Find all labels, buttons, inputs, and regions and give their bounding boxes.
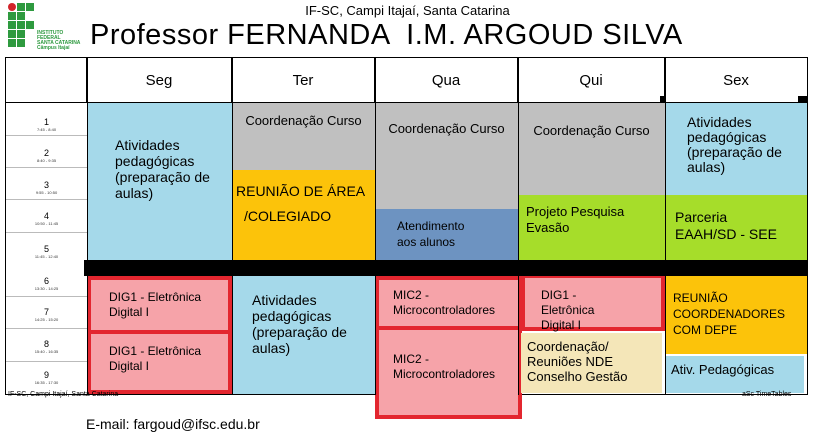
- slot-9: 9 16:35 - 17:30: [34, 370, 59, 385]
- mon-morning-activities: Atividades pedagógicas (preparação de aulas): [87, 103, 232, 260]
- footer-right: aSc TimeTables: [742, 391, 792, 398]
- slot-3: 3 9:55 - 10:50: [35, 180, 58, 195]
- logo-line-1: INSTITUTO FEDERAL: [37, 30, 64, 41]
- slot-5: 5 11:45 - 12:40: [34, 244, 59, 259]
- slot-column-header: [6, 58, 87, 102]
- day-header-mon: Seg: [87, 58, 232, 102]
- footer-left: IF-SC, Campi Itajaí, Santa Catarina: [8, 391, 119, 398]
- day-header-wed: Qua: [375, 58, 518, 102]
- mon-dig1-class-2: DIG1 - Eletrônica Digital I: [87, 330, 232, 394]
- fri-coordinators-meeting: REUNIÃO COORDENADORES COM DEPE: [665, 276, 807, 354]
- thu-dig1-class: DIG1 - Eletrônica Digital I: [521, 274, 665, 331]
- slot-8: 8 15:40 - 16:35: [34, 339, 59, 354]
- fri-pedagogical-activities: Ativ. Pedagógicas: [665, 356, 804, 393]
- slot-6: 6 13:30 - 14:25: [34, 276, 59, 291]
- wed-mic2-class-2: MIC2 - Microcontroladores: [375, 326, 522, 419]
- thu-nde-meetings: Coordenação/ Reuniões NDE Conselho Gestão: [521, 333, 662, 393]
- logo-line-2: SANTA CATARINA: [37, 40, 81, 46]
- thu-research-project: Projeto Pesquisa Evasão: [518, 195, 665, 260]
- fri-morning-activities: Atividades pedagógicas (preparação de aulas): [665, 103, 807, 195]
- mon-dig1-class-1: DIG1 - Eletrônica Digital I: [87, 276, 232, 330]
- wed-student-support: Atendimento aos alunos: [375, 209, 518, 260]
- email-contact: E-mail: fargoud@ifsc.edu.br: [86, 416, 260, 432]
- site-caption: IF-SC, Campi Itajaí, Santa Catarina: [305, 3, 510, 18]
- slot-4: 4 10:50 - 11:45: [34, 211, 59, 226]
- day-header-fri: Sex: [723, 71, 749, 89]
- tue-course-coordination: Coordenação Curso: [232, 103, 375, 170]
- day-header-thu: Qui: [518, 58, 665, 102]
- wed-mic2-class-1: MIC2 - Microcontroladores: [375, 276, 522, 326]
- wed-course-coordination: Coordenação Curso: [375, 103, 518, 209]
- tue-afternoon-activities: Atividades pedagógicas (preparação de aulas): [232, 276, 375, 394]
- slot-1: 1 7:45 - 8:40: [36, 117, 57, 132]
- tue-area-meeting: REUNIÃO DE ÁREA /COLEGIADO: [232, 170, 375, 260]
- logo-line-3: Câmpus Itajaí: [37, 45, 70, 51]
- slot-7: 7 14:25 - 15:20: [34, 307, 59, 322]
- fri-partnership: Parceria EAAH/SD - SEE: [665, 195, 807, 260]
- page-title: Professor FERNANDA I.M. ARGOUD SILVA: [90, 19, 683, 51]
- day-header-tue: Ter: [232, 58, 375, 102]
- slot-2: 2 8:40 - 9:35: [36, 148, 57, 163]
- thu-course-coordination: Coordenação Curso: [518, 103, 665, 195]
- slot-column: [6, 103, 87, 393]
- lunch-break-bar: [84, 260, 808, 276]
